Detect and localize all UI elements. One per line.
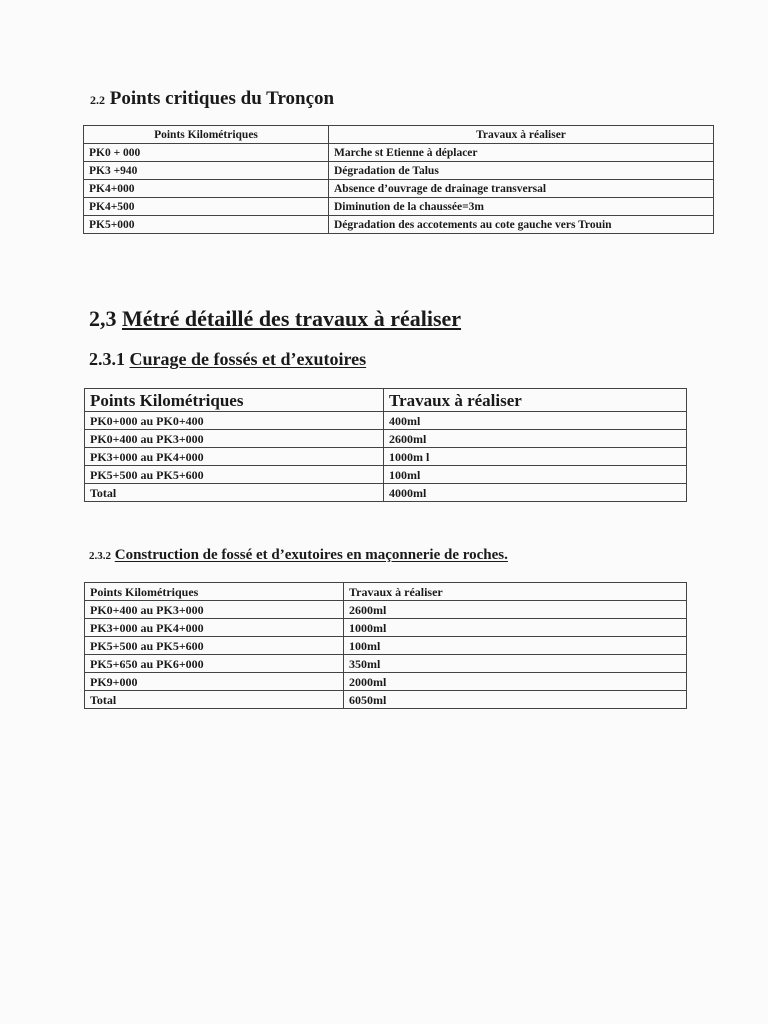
table-cell: Total xyxy=(85,691,344,709)
table-cell: 2600ml xyxy=(384,430,687,448)
table-row xyxy=(84,198,714,216)
table-row xyxy=(84,216,714,234)
section-2-2-title: Points critiques du Tronçon xyxy=(109,88,335,109)
table-cell: 6050ml xyxy=(344,691,687,709)
table-cell: 2000ml xyxy=(344,673,687,691)
table-cell: PK0+000 au PK0+400 xyxy=(85,412,384,430)
section-2-3-2-number: 2.3.2 xyxy=(89,550,111,562)
table-row xyxy=(85,412,687,430)
table-header-row xyxy=(84,126,714,144)
table-cell: 2600ml xyxy=(344,601,687,619)
section-2-2-number: 2.2 xyxy=(90,93,105,107)
column-header: Travaux à réaliser xyxy=(344,583,687,601)
table-row xyxy=(85,484,687,502)
table-row xyxy=(85,673,687,691)
table-cell: Absence d’ouvrage de drainage transversal xyxy=(329,180,714,198)
table-row xyxy=(85,691,687,709)
table-cell: PK0+400 au PK3+000 xyxy=(85,601,344,619)
table-cell: Marche st Etienne à déplacer xyxy=(329,144,714,162)
table-cell: Diminution de la chaussée=3m xyxy=(329,198,714,216)
section-2-3-1-title: Curage de fossés et d’exutoires xyxy=(129,349,367,369)
column-header: Travaux à réaliser xyxy=(384,389,687,412)
critical-points-table xyxy=(83,125,714,234)
masonry-ditch-table xyxy=(84,582,687,709)
section-2-3-heading xyxy=(89,308,461,330)
column-header: Points Kilométriques xyxy=(85,583,344,601)
table-row xyxy=(85,619,687,637)
table-row xyxy=(84,180,714,198)
table-cell: PK3 +940 xyxy=(84,162,329,180)
section-2-3-title: Métré détaillé des travaux à réaliser xyxy=(122,306,462,331)
table-row xyxy=(84,144,714,162)
table-row xyxy=(85,430,687,448)
column-header: Points Kilométriques xyxy=(84,126,329,144)
section-2-3-1-number: 2.3.1 xyxy=(89,349,125,369)
table-row xyxy=(85,637,687,655)
table-cell: PK4+500 xyxy=(84,198,329,216)
column-header: Points Kilométriques xyxy=(85,389,384,412)
table-cell: PK3+000 au PK4+000 xyxy=(85,619,344,637)
table-cell: 400ml xyxy=(384,412,687,430)
section-2-3-2-heading xyxy=(89,548,508,563)
table-cell: 100ml xyxy=(344,637,687,655)
table-row xyxy=(85,466,687,484)
table-cell: 1000ml xyxy=(344,619,687,637)
table-header-row xyxy=(85,389,687,412)
table-cell: PK9+000 xyxy=(85,673,344,691)
table-cell: 350ml xyxy=(344,655,687,673)
table-cell: PK5+500 au PK5+600 xyxy=(85,466,384,484)
ditch-cleaning-table xyxy=(84,388,687,502)
column-header: Travaux à réaliser xyxy=(329,126,714,144)
table-cell: PK3+000 au PK4+000 xyxy=(85,448,384,466)
table-cell: Dégradation de Talus xyxy=(329,162,714,180)
table-cell: PK0+400 au PK3+000 xyxy=(85,430,384,448)
section-2-3-1-heading xyxy=(89,350,366,368)
table-cell: 1000m l xyxy=(384,448,687,466)
table-row xyxy=(85,448,687,466)
table-cell: 100ml xyxy=(384,466,687,484)
table-cell: Dégradation des accotements au cote gauche vers Trouin xyxy=(329,216,714,234)
table-header-row xyxy=(85,583,687,601)
table-cell: PK0 + 000 xyxy=(84,144,329,162)
table-row xyxy=(84,162,714,180)
table-row xyxy=(85,655,687,673)
table-row xyxy=(85,601,687,619)
table-cell: Total xyxy=(85,484,384,502)
table-cell: 4000ml xyxy=(384,484,687,502)
table-cell: PK5+500 au PK5+600 xyxy=(85,637,344,655)
section-2-3-number: 2,3 xyxy=(89,306,117,331)
section-2-3-2-title: Construction de fossé et d’exutoires en maçonnerie de roches. xyxy=(114,547,508,563)
table-cell: PK5+650 au PK6+000 xyxy=(85,655,344,673)
table-cell: PK4+000 xyxy=(84,180,329,198)
table-cell: PK5+000 xyxy=(84,216,329,234)
section-2-2-heading xyxy=(90,89,334,108)
